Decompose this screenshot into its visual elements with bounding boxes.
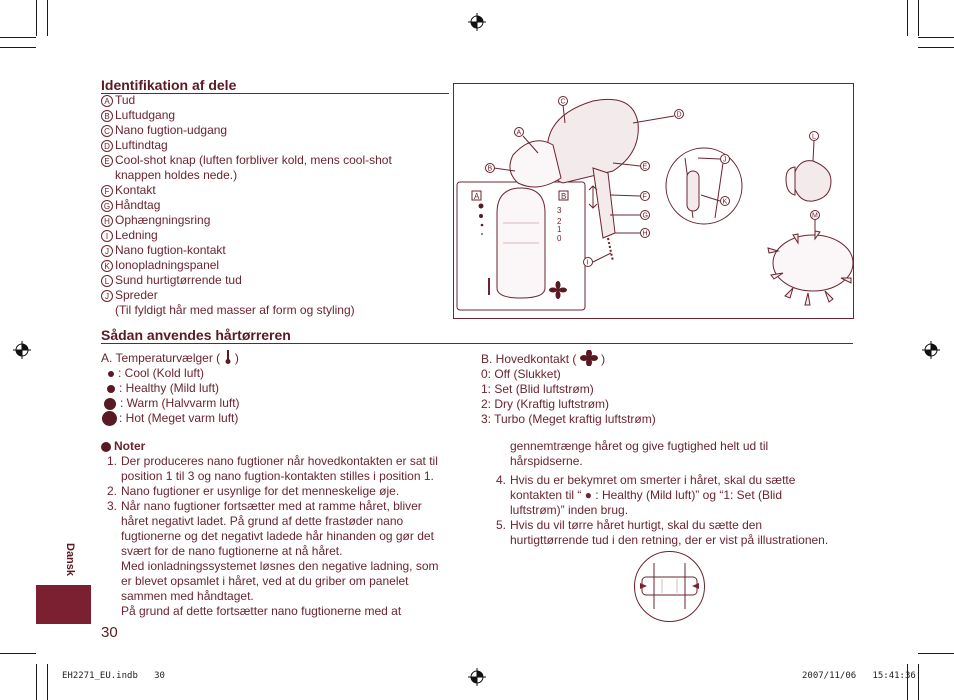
part-text-continued: (Til fyldigt hår med masser af form og styling) [115,303,355,317]
part-text: Tud [115,93,136,107]
temp-item: : Healthy (Mild luft) [119,381,220,395]
notes-right [492,439,857,548]
thermometer-icon [224,350,232,364]
healthy-dot-icon [107,385,115,393]
part-text: Spreder [115,288,158,302]
switch-number: 0 [557,234,562,243]
part-item [101,123,451,138]
part-text-continued: knappen holdes nede.) [115,168,238,182]
switch-number: 2 [557,217,562,226]
part-item [101,138,451,153]
part-item [101,258,451,273]
part-item [101,153,451,168]
fig-label: H [642,230,648,238]
part-text: Ionopladningspanel [115,258,220,272]
part-letter-icon: E [101,155,113,167]
part-item [101,108,451,123]
note-number: 3. [106,499,117,513]
fig-label: F [642,193,647,201]
fig-label: J [723,156,727,164]
panel-a-label: A [474,192,480,201]
nozzle-direction-illustration [632,549,707,624]
note-line: kontakten til “ ● : Healthy (Mild luft)” og “1: Set (Blid [510,488,783,502]
main-switch-title-close: ) [601,352,606,366]
part-letter-icon: A [101,95,113,107]
part-item [101,183,451,198]
note-line: Hvis du vil tørre håret hurtigt, skal du sætte den [510,518,763,532]
switch-number: 3 [557,206,562,215]
registration-mark-icon [922,341,940,359]
switch-number: 1 [557,225,562,234]
notes-title: Noter [114,439,146,453]
fig-label: K [722,198,728,206]
part-text: Cool-shot knap (luften forbliver kold, mens cool-shot [115,153,392,167]
part-letter-icon: C [101,125,113,137]
part-text: Håndtag [115,198,161,212]
fig-label: C [560,98,566,106]
panel-b-label: B [561,192,567,201]
part-text: Kontakt [115,183,156,197]
heading-rule [101,343,853,344]
temp-item: : Cool (Kold luft) [118,366,205,380]
note-line: svært for de nano fugtionerne at nå håret. [121,544,343,558]
part-letter-icon: G [101,200,113,212]
part-letter-icon: J [101,290,113,302]
note-number: 2. [106,484,117,498]
detail-zoom [666,148,742,224]
registration-mark-icon [468,13,486,31]
part-text: Nano fugtion-kontakt [115,243,226,257]
part-item [101,228,451,243]
note-number: 1. [106,454,117,468]
note-line: Med ionladningssystemet løsnes den negative ladning, som [121,559,439,573]
notes-left [101,439,466,619]
part-item [101,288,451,303]
part-text: Nano fugtion-udgang [115,123,228,137]
note-line: hurtigttørrende tud i den retning, der er vist på illustrationen. [510,533,829,547]
part-text: Ledning [115,228,158,242]
fig-label: L [812,133,816,141]
fig-label: B [487,165,493,173]
language-label: Dansk [64,543,76,577]
note-item [492,473,857,518]
part-letter-icon: F [101,185,113,197]
footer-file: EH2271_EU.indb 30 [62,671,165,681]
notes-bullet-icon [101,442,111,452]
note-line: er blevet opsamlet i håret, ved at du griber om panelet [121,574,409,588]
switch-item: 2: Dry (Kraftig luftstrøm) [481,397,610,411]
switch-item: 1: Set (Blid luftstrøm) [481,382,594,396]
note-item [103,454,466,484]
hot-dot-icon [102,411,117,426]
registration-mark-icon [13,341,31,359]
note-line: luftstrøm)” inden brug. [510,503,629,517]
note-line: Nano fugtioner er usynlige for det menneskelige øje. [121,484,400,498]
note-line: Når nano fugtioner fortsætter med at ramme håret, bliver [121,499,422,513]
language-tab [36,585,91,624]
dryer-diagram [453,83,854,319]
page-number: 30 [101,624,118,641]
note-line: hårspidserne. [510,454,583,468]
switch-item: 3: Turbo (Meget kraftig luftstrøm) [481,412,656,426]
part-item [101,243,451,258]
part-item [101,273,451,288]
warm-dot-icon [104,398,116,410]
note-line: fugtionerne og det negativt ladede hår hinanden og gør det [121,529,434,543]
part-text: Luftudgang [115,108,176,122]
note-line: Hvis du er bekymret om smerter i håret, skal du sætte [510,473,796,487]
temp-item: : Warm (Halvvarm luft) [120,396,240,410]
switch-item: 0: Off (Slukket) [481,367,561,381]
part-item [101,93,451,108]
part-text: Sund hurtigtørrende tud [115,273,242,287]
fan-icon [580,350,598,366]
part-item [101,213,451,228]
part-item [101,198,451,213]
temperature-title: A. Temperaturvælger ( [101,351,221,365]
part-text: Ophængningsring [115,213,211,227]
parts-list [101,93,451,318]
note-line: håret negativt ladet. På grund af dette frastøder nano [121,514,404,528]
note-line: Der produceres nano fugtioner når hovedkontakten er sat til [121,454,438,468]
fig-label: I [586,259,589,267]
usage-heading: Sådan anvendes hårtørreren [101,327,291,343]
note-line: sammen med håndtaget. [121,589,254,603]
temp-item: : Hot (Meget varm luft) [119,411,239,425]
note-number: 4. [495,473,506,487]
part-letter-icon: L [101,275,113,287]
note-line: gennemtrænge håret og give fugtighed helt ud til [510,439,769,453]
part-letter-icon: D [101,140,113,152]
temperature-selector-section [101,350,471,426]
diffuser [773,235,853,291]
temperature-title-close: ) [234,351,239,365]
note-line: position 1 til 3 og nano fugtion-kontakten stilles i position 1. [121,469,434,483]
main-switch-section [481,350,851,427]
note-line: På grund af dette fortsætter nano fugtionerne med at [121,604,402,618]
identification-heading: Identifikation af dele [101,77,237,93]
part-letter-icon: J [101,245,113,257]
fig-label: E [642,163,648,171]
part-letter-icon: H [101,215,113,227]
part-letter-icon: B [101,110,113,122]
note-item [103,484,466,499]
part-letter-icon: K [101,260,113,272]
registration-mark-icon [468,668,486,686]
cool-dot-icon [108,371,114,377]
note-item [103,499,466,619]
fig-label: D [676,111,682,119]
part-letter-icon: I [101,230,113,242]
note-item [492,518,857,548]
fig-label: M [812,212,818,220]
fig-label: G [642,212,648,220]
fig-label: A [516,129,522,137]
footer-timestamp: 2007/11/06 15:41:36 [802,671,916,681]
note-number: 5. [495,518,506,532]
main-switch-title: B. Hovedkontakt ( [481,352,577,366]
part-text: Luftindtag [115,138,168,152]
